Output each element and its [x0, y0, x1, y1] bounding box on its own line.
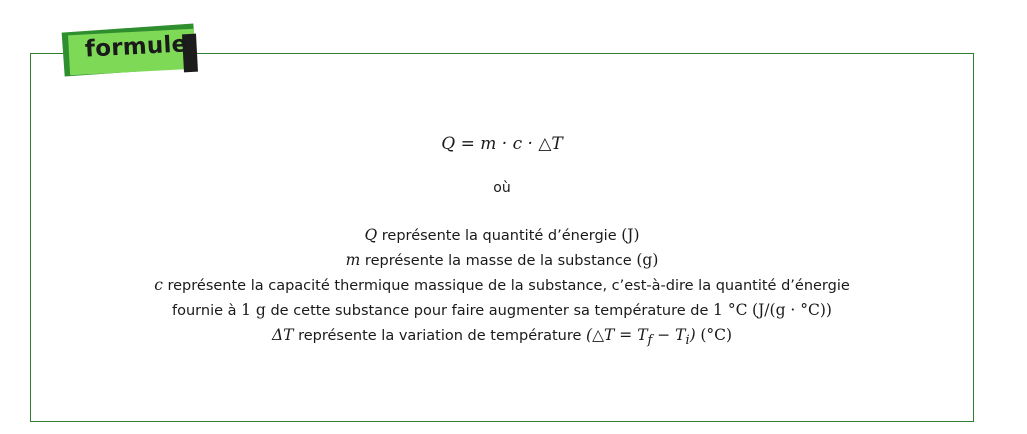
connector-text: où	[493, 180, 511, 196]
unit-gram: (g)	[636, 251, 659, 269]
definitions-list	[30, 223, 974, 353]
formule-tag	[63, 28, 197, 78]
delta-t-expression: (△T = $T_f - T_i$)	[586, 326, 696, 349]
definition-m-text: représente la masse de la substance	[364, 253, 632, 269]
formula-lhs: Q	[441, 134, 456, 154]
definition-delta-t-text: représente la variation de température	[298, 328, 582, 344]
tag-label: formule	[84, 31, 188, 63]
definition-m	[30, 248, 974, 273]
definition-c	[30, 273, 974, 298]
amount-1g: 1 g	[241, 301, 266, 319]
formula-equals: =	[460, 134, 475, 154]
main-formula	[30, 134, 974, 154]
symbol-delta-t: ΔT	[271, 326, 294, 344]
unit-celsius: (°C)	[700, 326, 733, 344]
text-fournie: fournie à	[172, 303, 237, 319]
definition-q-text: représente la quantité d’énergie	[381, 228, 617, 244]
unit-joule: (J)	[621, 226, 640, 244]
definition-q	[30, 223, 974, 248]
symbol-q: Q	[364, 226, 378, 244]
symbol-m: m	[345, 251, 361, 269]
definition-c-text: représente la capacité thermique massique de la substance, c’est-à-dire la quantité d’énergie	[167, 278, 850, 294]
text-augmenter: de cette substance pour faire augmenter sa température de	[270, 303, 709, 319]
definition-c-continued	[30, 298, 974, 323]
symbol-c: c	[154, 276, 163, 294]
definition-delta-t	[30, 323, 974, 353]
unit-specific-heat: (J/(g · °C))	[752, 301, 832, 319]
temp-1c: 1 °C	[713, 301, 748, 319]
formula-rhs: m · c · △T	[480, 134, 563, 154]
